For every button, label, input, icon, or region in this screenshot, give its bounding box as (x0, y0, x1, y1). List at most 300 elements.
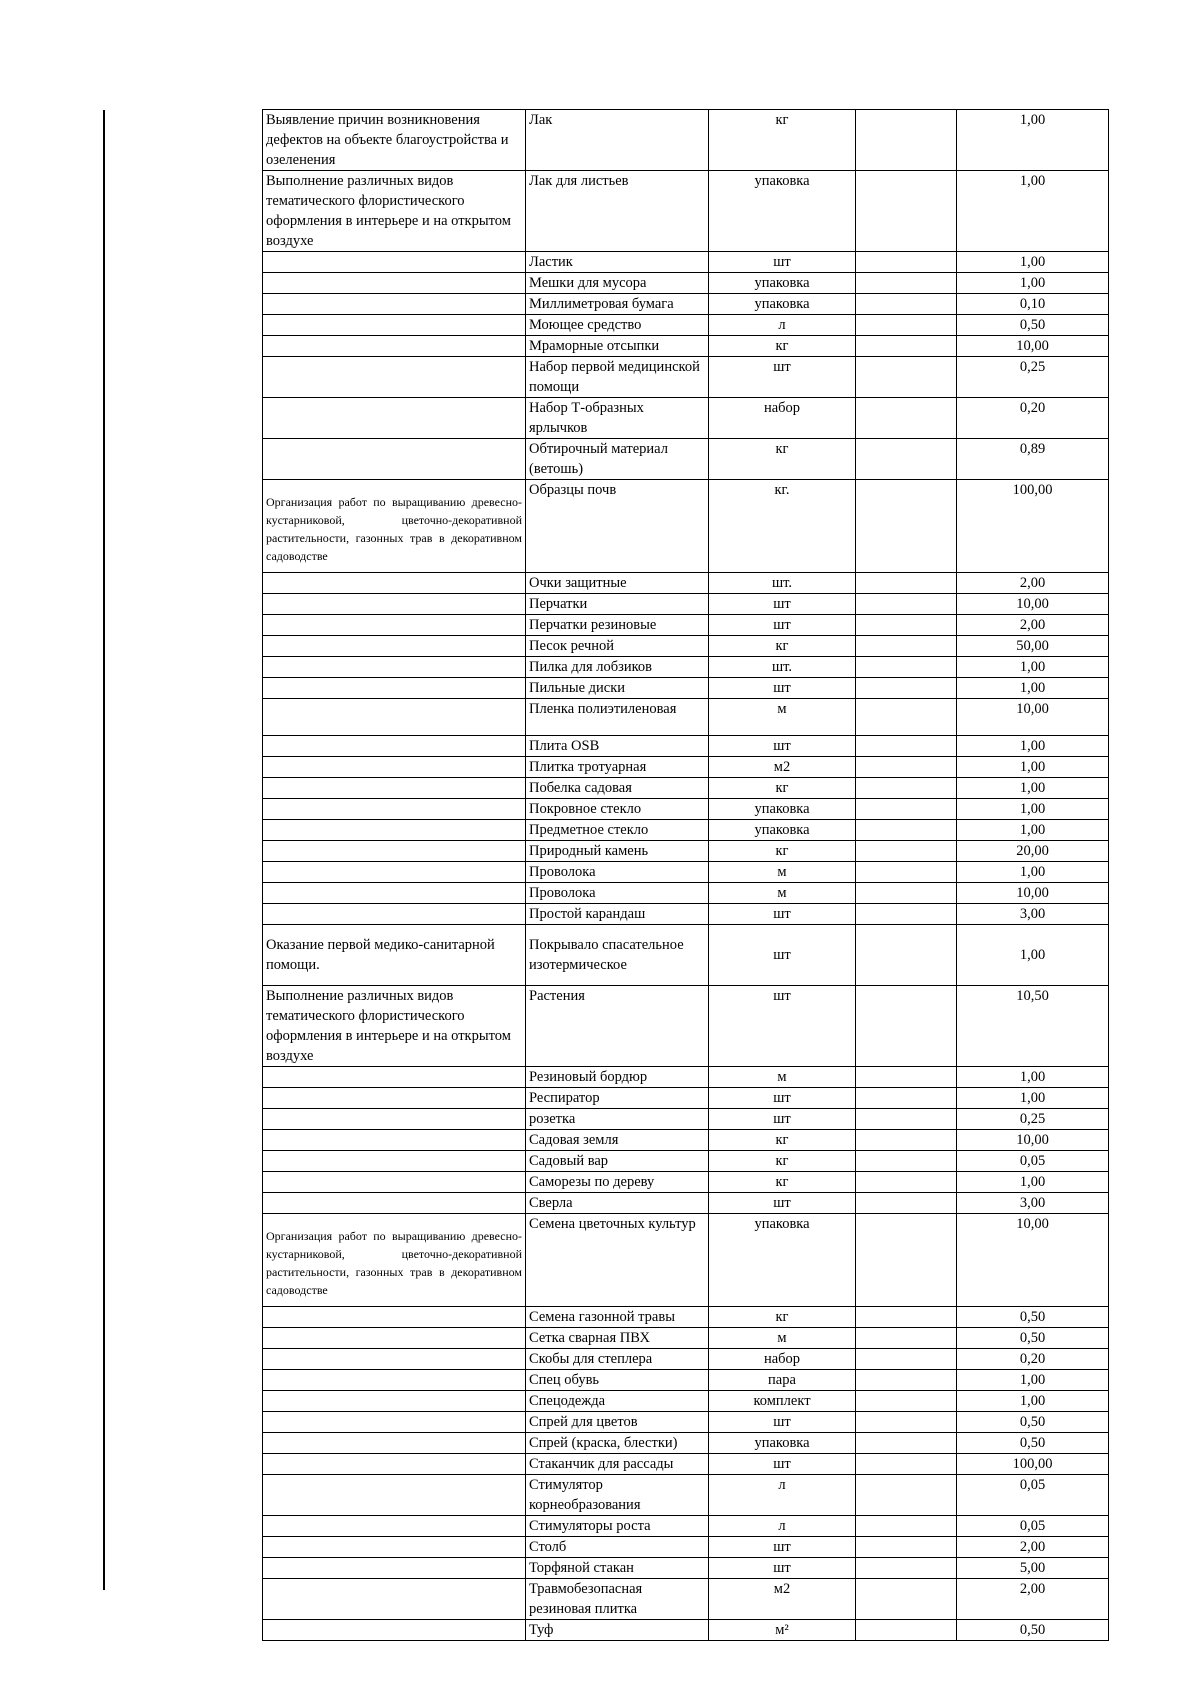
materials-table (262, 109, 1109, 1641)
activity-cell (263, 1307, 526, 1328)
activity-cell (263, 1349, 526, 1370)
unit-cell: кг (709, 636, 856, 657)
note-cell (856, 1433, 957, 1454)
activity-cell (263, 1067, 526, 1088)
activity-cell (263, 439, 526, 480)
note-cell (856, 1151, 957, 1172)
note-cell (856, 736, 957, 757)
material-cell: Семена газонной травы (526, 1307, 709, 1328)
note-cell (856, 1537, 957, 1558)
table-row (263, 573, 1109, 594)
material-cell: Проволока (526, 862, 709, 883)
material-cell: Лак для листьев (526, 171, 709, 252)
table-row (263, 1558, 1109, 1579)
material-cell: Набор первой медицинской помощи (526, 357, 709, 398)
material-cell: Спец обувь (526, 1370, 709, 1391)
note-cell (856, 171, 957, 252)
activity-cell (263, 1516, 526, 1537)
note-cell (856, 1412, 957, 1433)
table-row (263, 1391, 1109, 1412)
note-cell (856, 1475, 957, 1516)
quantity-cell: 5,00 (957, 1558, 1109, 1579)
quantity-cell: 1,00 (957, 1391, 1109, 1412)
table-row (263, 1307, 1109, 1328)
unit-cell: м2 (709, 1579, 856, 1620)
unit-cell: шт (709, 678, 856, 699)
material-cell: Пленка полиэтиленовая (526, 699, 709, 736)
quantity-cell: 3,00 (957, 904, 1109, 925)
unit-cell: шт (709, 1193, 856, 1214)
activity-cell (263, 699, 526, 736)
unit-cell: кг (709, 1172, 856, 1193)
note-cell (856, 398, 957, 439)
quantity-cell: 10,00 (957, 883, 1109, 904)
material-cell: Природный камень (526, 841, 709, 862)
table-row (263, 1349, 1109, 1370)
note-cell (856, 862, 957, 883)
unit-cell: набор (709, 398, 856, 439)
note-cell (856, 1307, 957, 1328)
table-row (263, 1516, 1109, 1537)
table-row (263, 1109, 1109, 1130)
table-row (263, 294, 1109, 315)
quantity-cell: 0,25 (957, 357, 1109, 398)
activity-cell (263, 1151, 526, 1172)
material-cell: Плита OSB (526, 736, 709, 757)
quantity-cell: 1,00 (957, 1088, 1109, 1109)
table-row (263, 1214, 1109, 1307)
note-cell (856, 1172, 957, 1193)
material-cell: Набор Т-образных ярлычков (526, 398, 709, 439)
quantity-cell: 0,05 (957, 1475, 1109, 1516)
unit-cell: м (709, 883, 856, 904)
note-cell (856, 1391, 957, 1412)
material-cell: Обтирочный материал (ветошь) (526, 439, 709, 480)
unit-cell: шт (709, 252, 856, 273)
table-row (263, 1537, 1109, 1558)
unit-cell: шт (709, 986, 856, 1067)
quantity-cell: 1,00 (957, 925, 1109, 986)
note-cell (856, 699, 957, 736)
activity-cell: Выполнение различных видов тематического флористического оформления в интерьере и на открытом воздухе (263, 171, 526, 252)
note-cell (856, 1214, 957, 1307)
table-row (263, 171, 1109, 252)
note-cell (856, 1067, 957, 1088)
note-cell (856, 799, 957, 820)
unit-cell: пара (709, 1370, 856, 1391)
activity-cell (263, 862, 526, 883)
material-cell: Предметное стекло (526, 820, 709, 841)
material-cell: Спрей для цветов (526, 1412, 709, 1433)
quantity-cell: 0,05 (957, 1516, 1109, 1537)
unit-cell: упаковка (709, 799, 856, 820)
material-cell: Туф (526, 1620, 709, 1641)
note-cell (856, 1349, 957, 1370)
note-cell (856, 1109, 957, 1130)
material-cell: Садовая земля (526, 1130, 709, 1151)
quantity-cell: 0,50 (957, 1307, 1109, 1328)
table-row (263, 357, 1109, 398)
unit-cell: м (709, 1067, 856, 1088)
table-row (263, 1088, 1109, 1109)
quantity-cell: 100,00 (957, 1454, 1109, 1475)
unit-cell: упаковка (709, 273, 856, 294)
note-cell (856, 1193, 957, 1214)
unit-cell: кг (709, 336, 856, 357)
material-cell: Мраморные отсыпки (526, 336, 709, 357)
note-cell (856, 357, 957, 398)
table-row (263, 336, 1109, 357)
material-cell: Резиновый бордюр (526, 1067, 709, 1088)
activity-cell (263, 1088, 526, 1109)
unit-cell: м (709, 862, 856, 883)
unit-cell: шт (709, 615, 856, 636)
material-cell: Растения (526, 986, 709, 1067)
note-cell (856, 615, 957, 636)
note-cell (856, 883, 957, 904)
material-cell: Простой карандаш (526, 904, 709, 925)
note-cell (856, 594, 957, 615)
unit-cell: шт (709, 1537, 856, 1558)
quantity-cell: 50,00 (957, 636, 1109, 657)
activity-cell (263, 778, 526, 799)
activity-cell (263, 615, 526, 636)
material-cell: Спецодежда (526, 1391, 709, 1412)
activity-cell (263, 336, 526, 357)
note-cell (856, 1558, 957, 1579)
note-cell (856, 1088, 957, 1109)
unit-cell: л (709, 1516, 856, 1537)
unit-cell: кг (709, 841, 856, 862)
material-cell: Скобы для степлера (526, 1349, 709, 1370)
material-cell: Стимуляторы роста (526, 1516, 709, 1537)
activity-cell (263, 883, 526, 904)
unit-cell: шт. (709, 573, 856, 594)
activity-cell (263, 736, 526, 757)
table-row (263, 1193, 1109, 1214)
activity-cell (263, 594, 526, 615)
quantity-cell: 10,50 (957, 986, 1109, 1067)
quantity-cell: 20,00 (957, 841, 1109, 862)
activity-cell: Оказание первой медико-санитарной помощи. (263, 925, 526, 986)
material-cell: Садовый вар (526, 1151, 709, 1172)
quantity-cell: 10,00 (957, 699, 1109, 736)
activity-cell (263, 315, 526, 336)
unit-cell: л (709, 1475, 856, 1516)
quantity-cell: 0,05 (957, 1151, 1109, 1172)
note-cell (856, 315, 957, 336)
table-row (263, 883, 1109, 904)
table-row (263, 736, 1109, 757)
note-cell (856, 1516, 957, 1537)
note-cell (856, 252, 957, 273)
quantity-cell: 0,20 (957, 1349, 1109, 1370)
unit-cell: шт (709, 1088, 856, 1109)
note-cell (856, 1370, 957, 1391)
table-row (263, 986, 1109, 1067)
quantity-cell: 0,10 (957, 294, 1109, 315)
table-row (263, 398, 1109, 439)
unit-cell: шт (709, 357, 856, 398)
activity-cell (263, 398, 526, 439)
note-cell (856, 1579, 957, 1620)
unit-cell: шт (709, 1109, 856, 1130)
note-cell (856, 841, 957, 862)
activity-cell (263, 1172, 526, 1193)
quantity-cell: 1,00 (957, 657, 1109, 678)
material-cell: Миллиметровая бумага (526, 294, 709, 315)
table-row (263, 273, 1109, 294)
note-cell (856, 820, 957, 841)
note-cell (856, 110, 957, 171)
material-cell: Лак (526, 110, 709, 171)
unit-cell: шт (709, 1558, 856, 1579)
quantity-cell: 2,00 (957, 1579, 1109, 1620)
unit-cell: шт (709, 594, 856, 615)
activity-cell (263, 357, 526, 398)
note-cell (856, 757, 957, 778)
quantity-cell: 1,00 (957, 1067, 1109, 1088)
unit-cell: кг (709, 778, 856, 799)
activity-cell: Организация работ по выращиванию древесно-кустарниковой, цветочно-декоративной растительности, газонных трав в декоративном садоводстве (263, 480, 526, 573)
note-cell (856, 986, 957, 1067)
table-row (263, 1151, 1109, 1172)
quantity-cell: 1,00 (957, 273, 1109, 294)
material-cell: Покрывало спасательное изотермическое (526, 925, 709, 986)
unit-cell: кг (709, 439, 856, 480)
note-cell (856, 1130, 957, 1151)
quantity-cell: 10,00 (957, 1214, 1109, 1307)
unit-cell: л (709, 315, 856, 336)
material-cell: розетка (526, 1109, 709, 1130)
unit-cell: шт (709, 736, 856, 757)
activity-cell (263, 1328, 526, 1349)
material-cell: Плитка тротуарная (526, 757, 709, 778)
quantity-cell: 1,00 (957, 799, 1109, 820)
activity-cell (263, 1391, 526, 1412)
quantity-cell: 0,50 (957, 1328, 1109, 1349)
activity-cell: Организация работ по выращиванию древесно-кустарниковой, цветочно-декоративной растительности, газонных трав в декоративном садоводстве (263, 1214, 526, 1307)
table-row (263, 799, 1109, 820)
quantity-cell: 1,00 (957, 1370, 1109, 1391)
table-row (263, 1172, 1109, 1193)
activity-cell (263, 273, 526, 294)
table-row (263, 1475, 1109, 1516)
note-cell (856, 336, 957, 357)
material-cell: Побелка садовая (526, 778, 709, 799)
table-row (263, 252, 1109, 273)
unit-cell: шт (709, 925, 856, 986)
unit-cell: шт (709, 1412, 856, 1433)
material-cell: Торфяной стакан (526, 1558, 709, 1579)
note-cell (856, 273, 957, 294)
material-cell: Проволока (526, 883, 709, 904)
activity-cell (263, 1412, 526, 1433)
quantity-cell: 1,00 (957, 1172, 1109, 1193)
unit-cell: упаковка (709, 171, 856, 252)
activity-cell (263, 1579, 526, 1620)
activity-cell (263, 678, 526, 699)
table-row (263, 678, 1109, 699)
quantity-cell: 1,00 (957, 757, 1109, 778)
quantity-cell: 0,89 (957, 439, 1109, 480)
activity-cell (263, 904, 526, 925)
material-cell: Стимулятор корнеобразования (526, 1475, 709, 1516)
table-row (263, 699, 1109, 736)
unit-cell: упаковка (709, 1214, 856, 1307)
table-row (263, 820, 1109, 841)
table-row (263, 439, 1109, 480)
activity-cell (263, 636, 526, 657)
quantity-cell: 2,00 (957, 615, 1109, 636)
unit-cell: шт (709, 1454, 856, 1475)
unit-cell: м (709, 1328, 856, 1349)
quantity-cell: 1,00 (957, 678, 1109, 699)
quantity-cell: 0,50 (957, 1433, 1109, 1454)
note-cell (856, 439, 957, 480)
note-cell (856, 573, 957, 594)
note-cell (856, 1328, 957, 1349)
quantity-cell: 3,00 (957, 1193, 1109, 1214)
activity-cell (263, 1370, 526, 1391)
material-cell: Пильные диски (526, 678, 709, 699)
page-margin-rule (103, 110, 105, 1590)
quantity-cell: 100,00 (957, 480, 1109, 573)
quantity-cell: 0,50 (957, 1620, 1109, 1641)
table-row (263, 1067, 1109, 1088)
note-cell (856, 1620, 957, 1641)
activity-cell (263, 1130, 526, 1151)
material-cell: Мешки для мусора (526, 273, 709, 294)
unit-cell: набор (709, 1349, 856, 1370)
activity-cell (263, 252, 526, 273)
table-row (263, 1328, 1109, 1349)
quantity-cell: 10,00 (957, 594, 1109, 615)
unit-cell: кг (709, 1151, 856, 1172)
note-cell (856, 1454, 957, 1475)
table-row (263, 636, 1109, 657)
table-row (263, 1370, 1109, 1391)
note-cell (856, 778, 957, 799)
note-cell (856, 925, 957, 986)
material-cell: Ластик (526, 252, 709, 273)
activity-cell (263, 573, 526, 594)
table-row (263, 315, 1109, 336)
material-cell: Перчатки резиновые (526, 615, 709, 636)
unit-cell: шт. (709, 657, 856, 678)
material-cell: Сверла (526, 1193, 709, 1214)
quantity-cell: 10,00 (957, 336, 1109, 357)
material-cell: Респиратор (526, 1088, 709, 1109)
note-cell (856, 636, 957, 657)
unit-cell: комплект (709, 1391, 856, 1412)
table-row (263, 778, 1109, 799)
activity-cell (263, 799, 526, 820)
unit-cell: м² (709, 1620, 856, 1641)
table-row (263, 480, 1109, 573)
activity-cell: Выполнение различных видов тематического флористического оформления в интерьере и на открытом воздухе (263, 986, 526, 1067)
material-cell: Песок речной (526, 636, 709, 657)
activity-cell (263, 1193, 526, 1214)
quantity-cell: 1,00 (957, 862, 1109, 883)
material-cell: Перчатки (526, 594, 709, 615)
table-row (263, 1412, 1109, 1433)
table-row (263, 1579, 1109, 1620)
unit-cell: упаковка (709, 1433, 856, 1454)
note-cell (856, 294, 957, 315)
table-row (263, 1620, 1109, 1641)
quantity-cell: 0,20 (957, 398, 1109, 439)
table-row (263, 841, 1109, 862)
table-row (263, 862, 1109, 883)
unit-cell: упаковка (709, 294, 856, 315)
material-cell: Семена цветочных культур (526, 1214, 709, 1307)
material-cell: Очки защитные (526, 573, 709, 594)
activity-cell (263, 1620, 526, 1641)
material-cell: Столб (526, 1537, 709, 1558)
activity-cell (263, 1454, 526, 1475)
quantity-cell: 2,00 (957, 573, 1109, 594)
quantity-cell: 1,00 (957, 736, 1109, 757)
activity-cell (263, 1537, 526, 1558)
table-row (263, 904, 1109, 925)
material-cell: Саморезы по дереву (526, 1172, 709, 1193)
quantity-cell: 1,00 (957, 171, 1109, 252)
table-row (263, 657, 1109, 678)
table-row (263, 925, 1109, 986)
material-cell: Травмобезопасная резиновая плитка (526, 1579, 709, 1620)
note-cell (856, 480, 957, 573)
quantity-cell: 0,50 (957, 1412, 1109, 1433)
quantity-cell: 10,00 (957, 1130, 1109, 1151)
quantity-cell: 2,00 (957, 1537, 1109, 1558)
unit-cell: кг (709, 1307, 856, 1328)
quantity-cell: 1,00 (957, 778, 1109, 799)
quantity-cell: 1,00 (957, 252, 1109, 273)
activity-cell: Выявление причин возникновения дефектов на объекте благоустройства и озеленения (263, 110, 526, 171)
unit-cell: упаковка (709, 820, 856, 841)
note-cell (856, 657, 957, 678)
table-row (263, 594, 1109, 615)
table-row (263, 757, 1109, 778)
material-cell: Покровное стекло (526, 799, 709, 820)
table-row (263, 1130, 1109, 1151)
quantity-cell: 1,00 (957, 110, 1109, 171)
material-cell: Моющее средство (526, 315, 709, 336)
activity-cell (263, 657, 526, 678)
materials-table-body (263, 110, 1109, 1641)
unit-cell: кг (709, 1130, 856, 1151)
table-row (263, 110, 1109, 171)
activity-cell (263, 294, 526, 315)
activity-cell (263, 1558, 526, 1579)
material-cell: Спрей (краска, блестки) (526, 1433, 709, 1454)
unit-cell: кг (709, 110, 856, 171)
table-row (263, 1454, 1109, 1475)
activity-cell (263, 841, 526, 862)
quantity-cell: 1,00 (957, 820, 1109, 841)
note-cell (856, 678, 957, 699)
table-row (263, 1433, 1109, 1454)
activity-cell (263, 1433, 526, 1454)
quantity-cell: 0,50 (957, 315, 1109, 336)
note-cell (856, 904, 957, 925)
material-cell: Образцы почв (526, 480, 709, 573)
activity-cell (263, 1475, 526, 1516)
unit-cell: кг. (709, 480, 856, 573)
table-row (263, 615, 1109, 636)
material-cell: Пилка для лобзиков (526, 657, 709, 678)
